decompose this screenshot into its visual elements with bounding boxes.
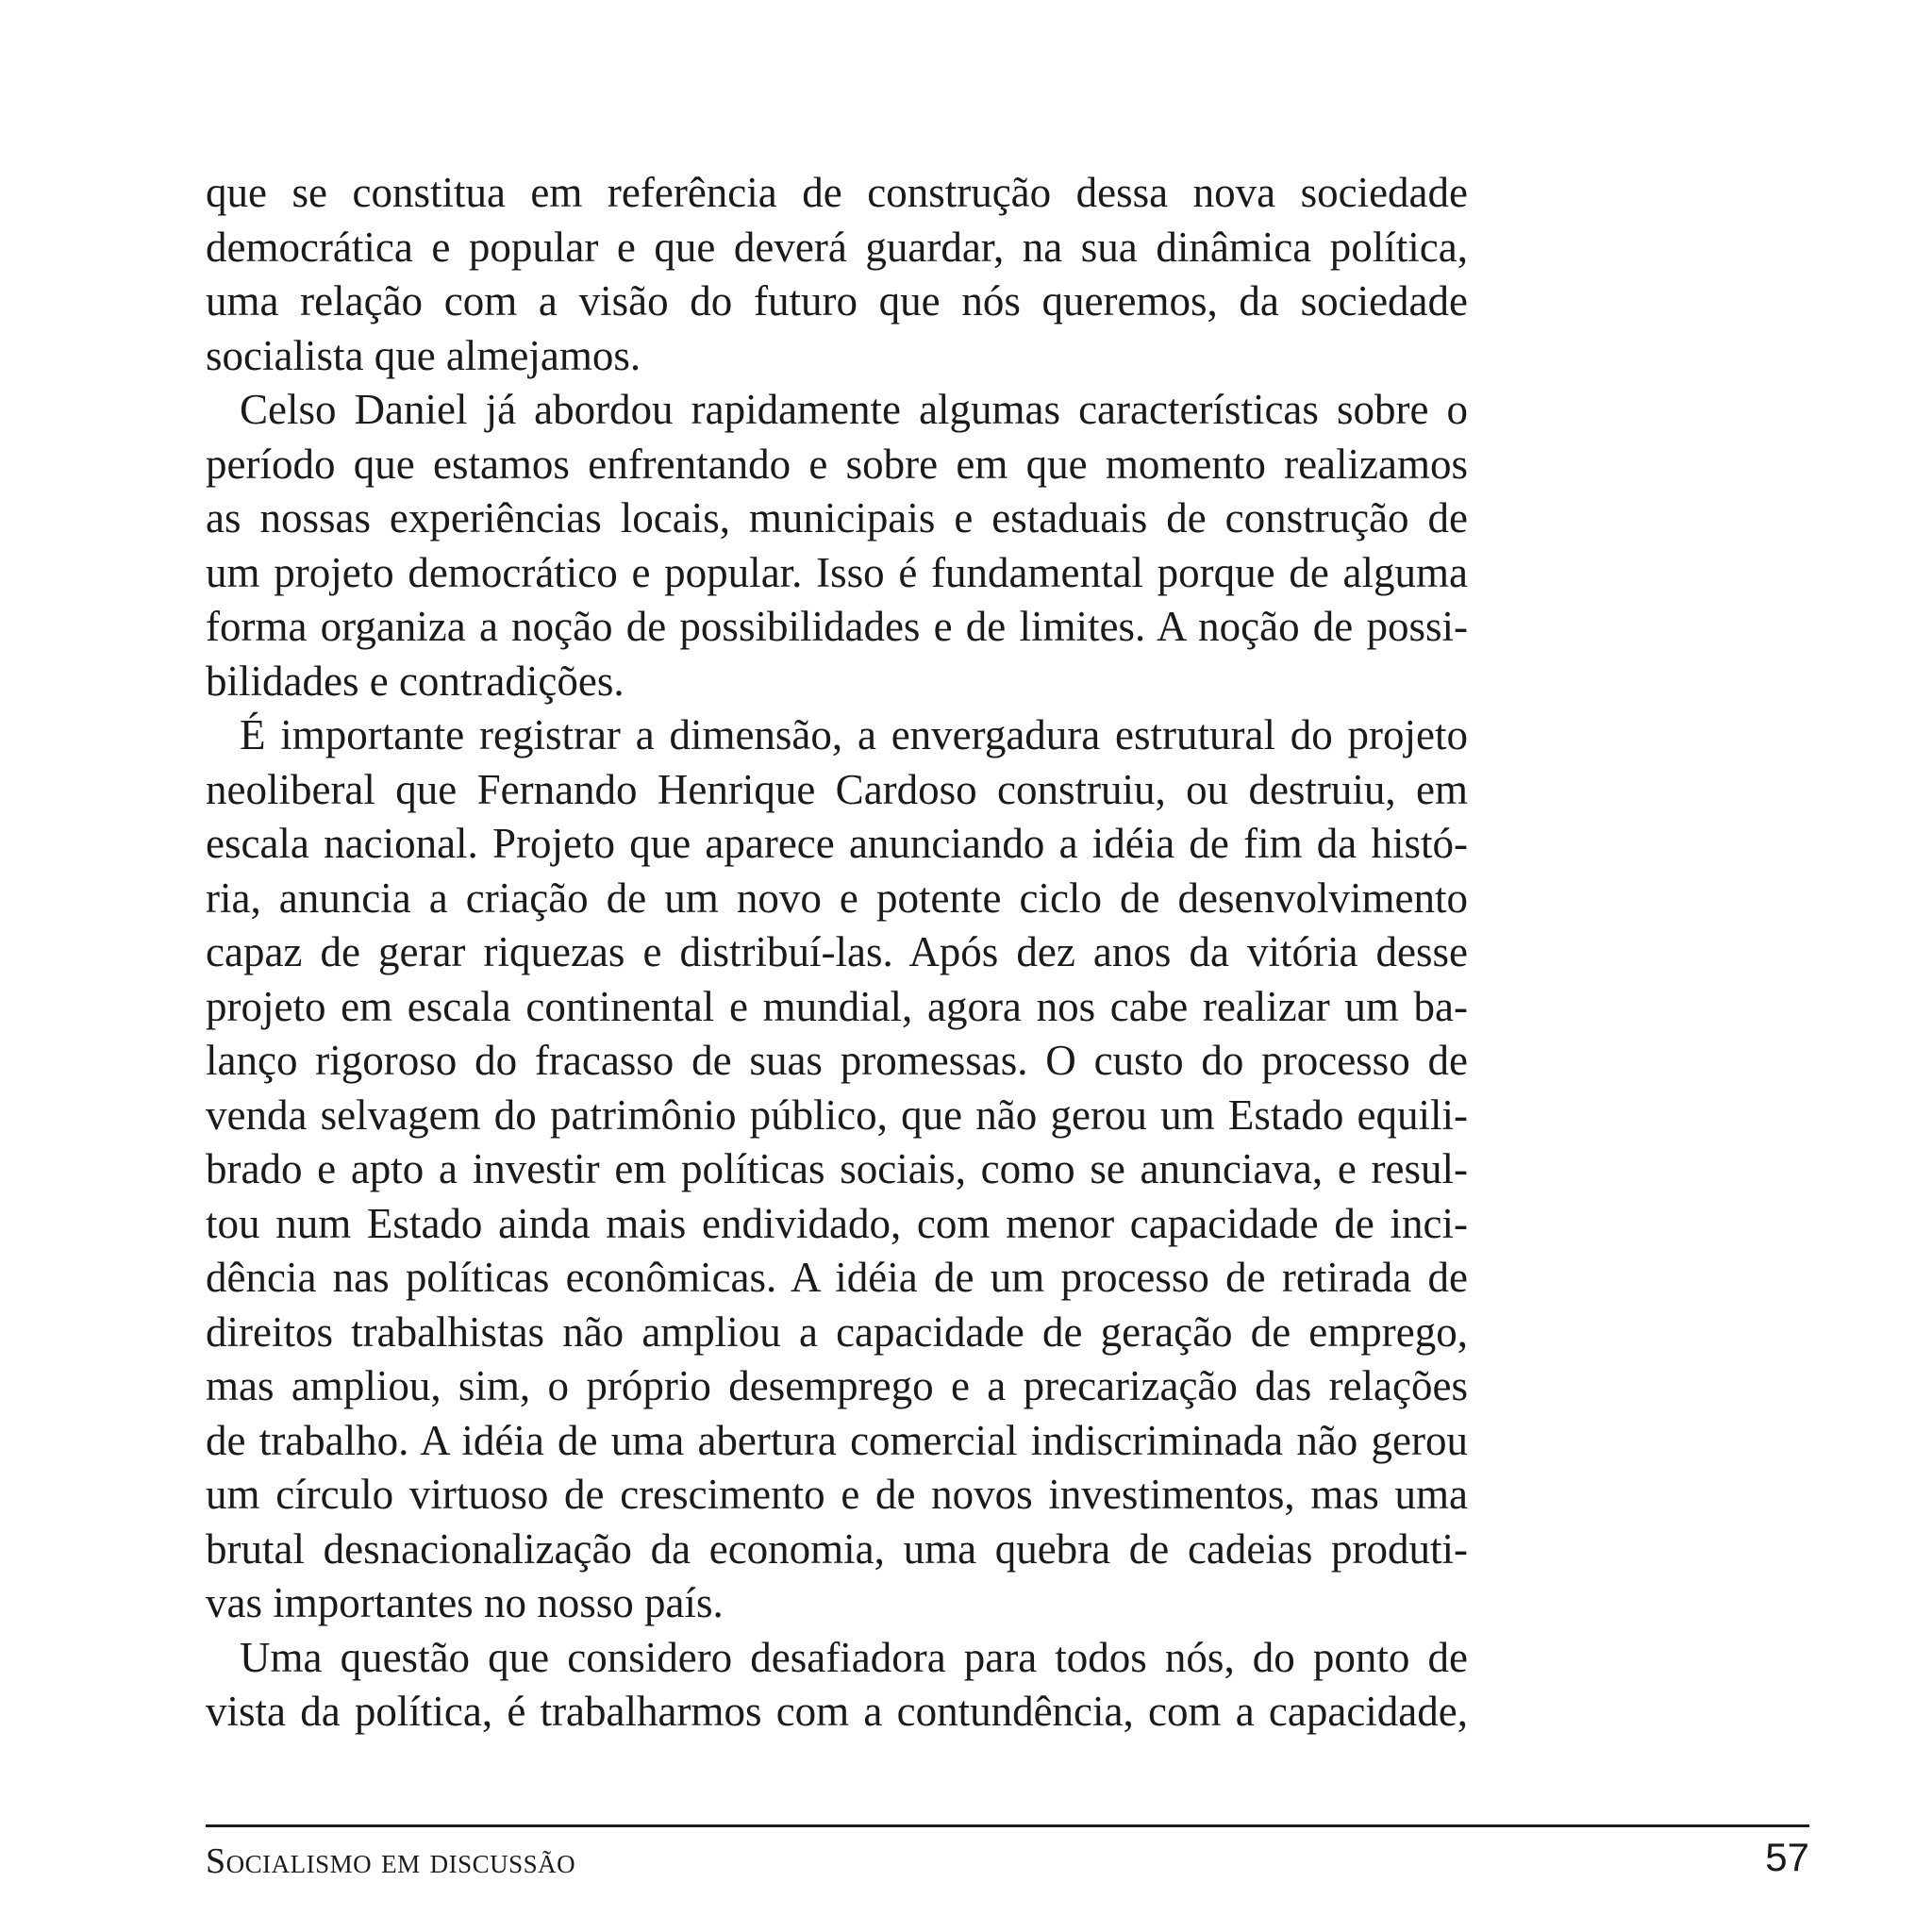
text-line: brado e apto a investir em políticas sociais, como se anunciava, e resul- (206, 1145, 1468, 1192)
running-title: Socialismo em discussão (206, 1841, 576, 1881)
text-line: vista da política, é trabalharmos com a contundência, com a capacidade, (206, 1688, 1468, 1735)
text-line: que se constitua em referência de construção dessa nova sociedade (206, 169, 1468, 216)
text-line: as nossas experiências locais, municipais e estaduais de construção de (206, 494, 1468, 541)
text-line: neoliberal que Fernando Henrique Cardoso construiu, ou destruiu, em (206, 765, 1468, 813)
paragraph (206, 1631, 1468, 1740)
text-line: forma organiza a noção de possibilidades e de limites. A noção de possi- (206, 603, 1468, 650)
paragraph (206, 383, 1468, 708)
text-line: lanço rigoroso do fracasso de suas promessas. O custo do processo de (206, 1037, 1468, 1084)
text-line: socialista que almejamos. (206, 331, 641, 379)
body-text (206, 166, 1468, 1740)
text-line: direitos trabalhistas não ampliou a capacidade de geração de emprego, (206, 1307, 1468, 1356)
text-line: venda selvagem do patrimônio público, que não gerou um Estado equili- (206, 1091, 1468, 1139)
text-line: brutal desnacionalização da economia, uma quebra de cadeias produti- (206, 1524, 1468, 1573)
text-line: vas importantes no nosso país. (206, 1579, 724, 1626)
page-number: 57 (1765, 1835, 1809, 1879)
paragraph (206, 708, 1468, 1631)
text-line: Celso Daniel já abordou rapidamente algumas características sobre o (240, 386, 1468, 433)
text-line: de trabalho. A idéia de uma abertura comercial indiscriminada não gerou (206, 1416, 1468, 1464)
text-line: uma relação com a visão do futuro que nós queremos, da sociedade (206, 277, 1468, 325)
text-line: capaz de gerar riquezas e distribuí-las. Após dez anos da vitória desse (206, 928, 1468, 975)
text-line: dência nas políticas econômicas. A idéia de um processo de retirada de (206, 1254, 1468, 1301)
text-line: mas ampliou, sim, o próprio desemprego e a precarização das relações (206, 1362, 1468, 1409)
text-line: projeto em escala continental e mundial, agora nos cabe realizar um ba- (206, 982, 1468, 1030)
text-line: ria, anuncia a criação de um novo e potente ciclo de desenvolvimento (206, 874, 1468, 922)
text-line: tou num Estado ainda mais endividado, com menor capacidade de inci- (206, 1199, 1468, 1247)
text-line: escala nacional. Projeto que aparece anunciando a idéia de fim da histó- (206, 820, 1468, 867)
text-line: um projeto democrático e popular. Isso é fundamental porque de alguma (206, 548, 1468, 596)
footer-divider (206, 1824, 1809, 1827)
paragraph (206, 166, 1468, 383)
text-line: um círculo virtuoso de crescimento e de novos investimentos, mas uma (206, 1471, 1468, 1518)
text-line: É importante registrar a dimensão, a envergadura estrutural do projeto (240, 711, 1468, 758)
text-line: período que estamos enfrentando e sobre em que momento realizamos (206, 440, 1468, 488)
text-line: democrática e popular e que deverá guardar, na sua dinâmica política, (206, 223, 1468, 271)
text-line: bilidades e contradições. (206, 657, 625, 705)
text-line: Uma questão que considero desafiadora para todos nós, do ponto de (240, 1633, 1468, 1681)
